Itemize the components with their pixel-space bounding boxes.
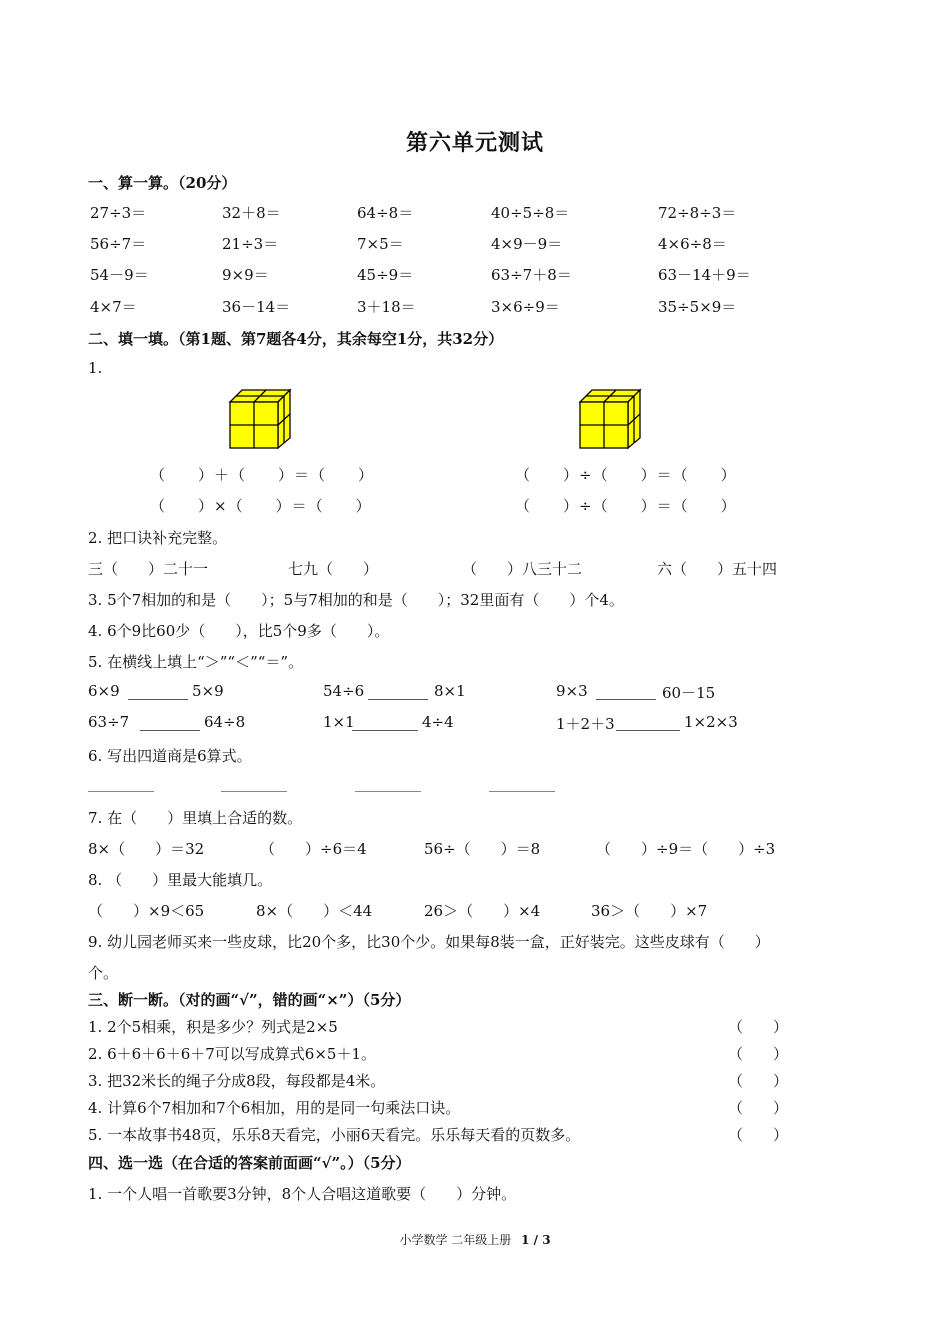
q4-text: 4. 6个9比60少（ ），比5个9多（ ）。 (88, 622, 390, 640)
section-1-heading: 一、算一算。（20分） (88, 174, 237, 192)
compare-right: 5×9 (192, 682, 224, 700)
calc-item: 3×6÷9＝ (491, 298, 560, 316)
compare-right: 8×1 (434, 682, 466, 700)
section-4-heading: 四、选一选（在合适的答案前面画“√”。）（5分） (88, 1154, 411, 1172)
calc-item: 40÷5÷8＝ (491, 204, 570, 222)
q1-left-equation: （ ）×（ ）＝（ ） (150, 497, 372, 515)
calc-item: 4×6÷8＝ (658, 235, 727, 253)
q2-item: 七九（ ） (288, 560, 379, 578)
compare-left: 54÷6 (323, 682, 365, 700)
calc-item: 27÷3＝ (90, 204, 147, 222)
calc-item: 4×7＝ (90, 298, 137, 316)
compare-right: 1×2×3 (684, 713, 738, 731)
calc-item: 56÷7＝ (90, 235, 147, 253)
q2-item: （ ）八三十二 (462, 560, 583, 578)
section-3-heading: 三、断一断。（对的画“√”，错的画“×”）（5分） (88, 991, 411, 1009)
q1-left-equation: （ ）＋（ ）＝（ ） (150, 466, 375, 484)
judge-item: 5. 一本故事书48页，乐乐8天看完，小丽6天看完。乐乐每天看的页数多。 (88, 1126, 581, 1144)
footer-text: 小学数学 二年级上册 (399, 1233, 512, 1247)
judge-paren[interactable]: （ ） (728, 1099, 789, 1117)
q8-label: 8. （ ）里最大能填几。 (88, 871, 273, 889)
calc-item: 32＋8＝ (222, 204, 281, 222)
compare-right: 4÷4 (422, 713, 454, 731)
q1-right-equation: （ ）÷（ ）＝（ ） (515, 466, 737, 484)
compare-left: 63÷7 (88, 713, 130, 731)
page-title: 第六单元测试 (405, 130, 544, 156)
calc-item: 63÷7＋8＝ (491, 266, 572, 284)
judge-paren[interactable]: （ ） (728, 1045, 789, 1063)
cube-stack-left (228, 388, 294, 450)
q8-item: （ ）×9＜65 (88, 902, 205, 920)
q7-item: 56÷（ ）＝8 (424, 840, 541, 858)
q5-label: 5. 在横线上填上“＞”“＜”“＝”。 (88, 653, 304, 671)
q8-item: 8×（ ）＜44 (256, 902, 373, 920)
judge-paren[interactable]: （ ） (728, 1072, 789, 1090)
compare-left: 9×3 (556, 682, 588, 700)
calc-item: 45÷9＝ (357, 266, 414, 284)
calc-item: 4×9－9＝ (491, 235, 563, 253)
compare-left: 1＋2＋3 (556, 715, 615, 733)
judge-item: 3. 把32米长的绳子分成8段，每段都是4米。 (88, 1072, 386, 1090)
q7-label: 7. 在（ ）里填上合适的数。 (88, 809, 303, 827)
choose-q1: 1. 一个人唱一首歌要3分钟，8个人合唱这道歌要（ ）分钟。 (88, 1185, 517, 1203)
calc-item: 63－14＋9＝ (658, 266, 751, 284)
compare-left: 1×1 (323, 713, 355, 731)
calc-item: 54－9＝ (90, 266, 149, 284)
q8-item: 26＞（ ）×4 (424, 902, 541, 920)
calc-item: 72÷8÷3＝ (658, 204, 737, 222)
page-number: 1 / 3 (521, 1233, 551, 1247)
answer-blank[interactable] (355, 790, 421, 792)
answer-blank[interactable] (88, 790, 154, 792)
answer-blank[interactable] (128, 698, 188, 700)
answer-blank[interactable] (352, 729, 418, 731)
judge-item: 1. 2个5相乘，积是多少？列式是2×5 (88, 1018, 338, 1036)
answer-blank[interactable] (140, 729, 200, 731)
compare-right: 60－15 (662, 684, 716, 702)
answer-blank[interactable] (596, 698, 656, 700)
q8-item: 36＞（ ）×7 (591, 902, 708, 920)
calc-item: 64÷8＝ (357, 204, 414, 222)
q6-label: 6. 写出四道商是6算式。 (88, 747, 252, 765)
q2-item: 三（ ）二十一 (88, 560, 209, 578)
answer-blank[interactable] (221, 790, 287, 792)
judge-item: 2. 6＋6＋6＋6＋7可以写成算式6×5＋1。 (88, 1045, 376, 1063)
q1-right-equation: （ ）÷（ ）＝（ ） (515, 497, 737, 515)
q7-item: 8×（ ）＝32 (88, 840, 205, 858)
answer-blank[interactable] (489, 790, 555, 792)
judge-paren[interactable]: （ ） (728, 1018, 789, 1036)
q9-line2: 个。 (88, 964, 119, 982)
compare-left: 6×9 (88, 682, 120, 700)
section-2-heading: 二、填一填。（第1题、第7题各4分，其余每空1分，共32分） (88, 330, 504, 348)
calc-item: 36－14＝ (222, 298, 291, 316)
answer-blank[interactable] (368, 698, 428, 700)
calc-item: 21÷3＝ (222, 235, 279, 253)
page-footer (0, 1231, 950, 1248)
calc-item: 9×9＝ (222, 266, 269, 284)
q7-item: （ ）÷9＝（ ）÷3 (596, 840, 776, 858)
cube-stack-right (578, 388, 644, 450)
calc-item: 35÷5×9＝ (658, 298, 737, 316)
q1-label: 1. (88, 359, 103, 377)
judge-paren[interactable]: （ ） (728, 1126, 789, 1144)
calc-item: 3＋18＝ (357, 298, 416, 316)
q9-line1: 9. 幼儿园老师买来一些皮球，比20个多，比30个少。如果每8装一盒，正好装完。这些皮球有（ ） (88, 933, 770, 951)
compare-right: 64÷8 (204, 713, 246, 731)
q7-item: （ ）÷6＝4 (260, 840, 367, 858)
calc-item: 7×5＝ (357, 235, 404, 253)
q2-label: 2. 把口诀补充完整。 (88, 529, 228, 547)
judge-item: 4. 计算6个7相加和7个6相加，用的是同一句乘法口诀。 (88, 1099, 461, 1117)
q2-item: 六（ ）五十四 (657, 560, 778, 578)
answer-blank[interactable] (616, 729, 680, 731)
q3-text: 3. 5个7相加的和是（ ）；5与7相加的和是（ ）；32里面有（ ）个4。 (88, 591, 624, 609)
